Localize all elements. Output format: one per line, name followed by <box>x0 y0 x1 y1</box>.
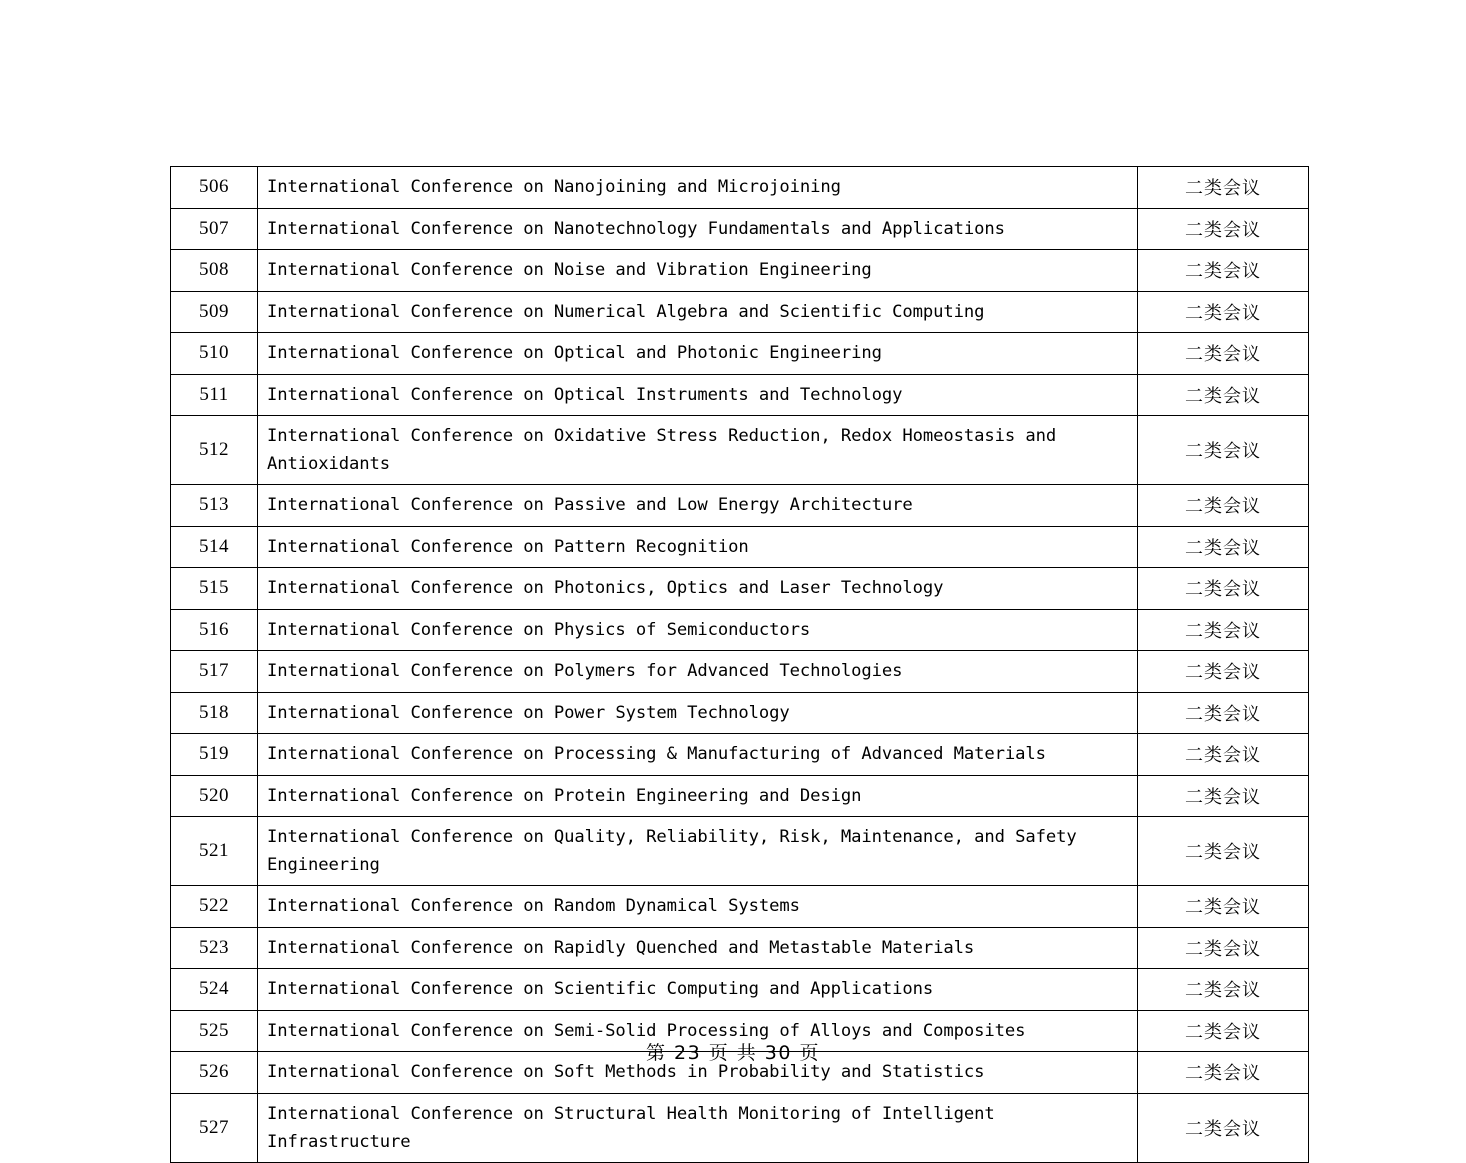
conference-name: International Conference on Optical Instruments and Technology <box>258 374 1138 416</box>
conference-category: 二类会议 <box>1138 291 1309 333</box>
row-number: 526 <box>171 1052 258 1094</box>
conference-name: International Conference on Protein Engineering and Design <box>258 775 1138 817</box>
table-row <box>171 485 1309 527</box>
conference-category: 二类会议 <box>1138 374 1309 416</box>
table-row <box>171 692 1309 734</box>
conference-name: International Conference on Power System Technology <box>258 692 1138 734</box>
conference-category: 二类会议 <box>1138 1093 1309 1162</box>
conference-name: International Conference on Nanojoining and Microjoining <box>258 167 1138 209</box>
conference-name: International Conference on Processing & Manufacturing of Advanced Materials <box>258 734 1138 776</box>
conference-category: 二类会议 <box>1138 208 1309 250</box>
conference-name: International Conference on Noise and Vibration Engineering <box>258 250 1138 292</box>
conference-name: International Conference on Quality, Reliability, Risk, Maintenance, and Safety Engineering <box>258 817 1138 886</box>
conference-category: 二类会议 <box>1138 333 1309 375</box>
table-row <box>171 969 1309 1011</box>
conference-name: International Conference on Semi-Solid Processing of Alloys and Composites <box>258 1010 1138 1052</box>
row-number: 517 <box>171 651 258 693</box>
conference-category: 二类会议 <box>1138 485 1309 527</box>
conference-name: International Conference on Random Dynamical Systems <box>258 886 1138 928</box>
conference-name: International Conference on Optical and Photonic Engineering <box>258 333 1138 375</box>
conference-list-table <box>170 166 1309 1163</box>
conference-category: 二类会议 <box>1138 734 1309 776</box>
conference-category: 二类会议 <box>1138 416 1309 485</box>
conference-category: 二类会议 <box>1138 886 1309 928</box>
conference-name: International Conference on Rapidly Quenched and Metastable Materials <box>258 927 1138 969</box>
table-row <box>171 416 1309 485</box>
table-row <box>171 886 1309 928</box>
table-row <box>171 927 1309 969</box>
table-row <box>171 1093 1309 1162</box>
conference-category: 二类会议 <box>1138 609 1309 651</box>
row-number: 522 <box>171 886 258 928</box>
conference-name: International Conference on Scientific Computing and Applications <box>258 969 1138 1011</box>
conference-category: 二类会议 <box>1138 969 1309 1011</box>
table-row <box>171 526 1309 568</box>
conference-category: 二类会议 <box>1138 927 1309 969</box>
table-row <box>171 734 1309 776</box>
conference-name: International Conference on Pattern Recognition <box>258 526 1138 568</box>
table-row <box>171 609 1309 651</box>
row-number: 521 <box>171 817 258 886</box>
conference-category: 二类会议 <box>1138 167 1309 209</box>
row-number: 527 <box>171 1093 258 1162</box>
table-row <box>171 651 1309 693</box>
table-row <box>171 817 1309 886</box>
conference-name: International Conference on Physics of Semiconductors <box>258 609 1138 651</box>
row-number: 514 <box>171 526 258 568</box>
conference-name: International Conference on Oxidative Stress Reduction, Redox Homeostasis and Antioxidants <box>258 416 1138 485</box>
row-number: 524 <box>171 969 258 1011</box>
conference-category: 二类会议 <box>1138 775 1309 817</box>
conference-name: International Conference on Polymers for Advanced Technologies <box>258 651 1138 693</box>
table-row <box>171 568 1309 610</box>
table-row <box>171 374 1309 416</box>
conference-category: 二类会议 <box>1138 1052 1309 1094</box>
table-row <box>171 333 1309 375</box>
row-number: 508 <box>171 250 258 292</box>
table-body <box>171 167 1309 1163</box>
conference-category: 二类会议 <box>1138 817 1309 886</box>
row-number: 518 <box>171 692 258 734</box>
conference-category: 二类会议 <box>1138 651 1309 693</box>
row-number: 520 <box>171 775 258 817</box>
row-number: 507 <box>171 208 258 250</box>
row-number: 519 <box>171 734 258 776</box>
table-row <box>171 291 1309 333</box>
conference-name: International Conference on Passive and Low Energy Architecture <box>258 485 1138 527</box>
conference-name: International Conference on Photonics, Optics and Laser Technology <box>258 568 1138 610</box>
row-number: 516 <box>171 609 258 651</box>
conference-category: 二类会议 <box>1138 1010 1309 1052</box>
row-number: 506 <box>171 167 258 209</box>
row-number: 511 <box>171 374 258 416</box>
page-number-text: 第 23 页 共 30 页 <box>645 1042 821 1064</box>
conference-category: 二类会议 <box>1138 568 1309 610</box>
table-row <box>171 167 1309 209</box>
conference-category: 二类会议 <box>1138 692 1309 734</box>
row-number: 509 <box>171 291 258 333</box>
row-number: 515 <box>171 568 258 610</box>
table-row <box>171 208 1309 250</box>
table-row <box>171 775 1309 817</box>
row-number: 525 <box>171 1010 258 1052</box>
conference-name: International Conference on Nanotechnology Fundamentals and Applications <box>258 208 1138 250</box>
row-number: 510 <box>171 333 258 375</box>
conference-name: International Conference on Structural Health Monitoring of Intelligent Infrastructure <box>258 1093 1138 1162</box>
conference-category: 二类会议 <box>1138 526 1309 568</box>
page-footer <box>0 1038 1466 1065</box>
conference-category: 二类会议 <box>1138 250 1309 292</box>
row-number: 523 <box>171 927 258 969</box>
table-row <box>171 250 1309 292</box>
row-number: 513 <box>171 485 258 527</box>
row-number: 512 <box>171 416 258 485</box>
conference-name: International Conference on Soft Methods in Probability and Statistics <box>258 1052 1138 1094</box>
conference-name: International Conference on Numerical Algebra and Scientific Computing <box>258 291 1138 333</box>
